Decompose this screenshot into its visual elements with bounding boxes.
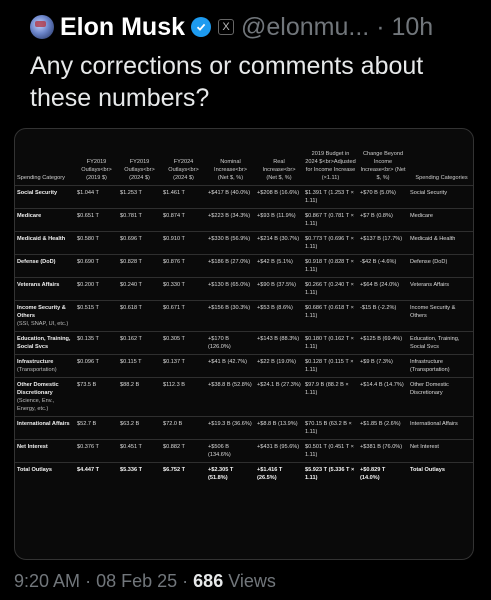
table-cell: +$70 B (5.0%) [358, 185, 408, 208]
table-cell: $52.7 B [75, 416, 118, 439]
table-cell: $0.330 T [161, 277, 206, 300]
row-category [15, 208, 75, 231]
column-header: FY2019 Outlays<br> (2019 $) [81, 158, 112, 181]
category-label: Veterans Affairs [17, 281, 60, 288]
table-cell: +$7 B (0.8%) [358, 208, 408, 231]
table-cell: Veterans Affairs [408, 277, 474, 300]
table-cell: $0.882 T [161, 439, 206, 462]
category-sublabel: (Transportation) [17, 366, 57, 373]
column-header: 2019 Budget in 2024 $<br>Adjusted for Income Increase (×1.11) [305, 150, 356, 181]
table-cell: +$2.305 T (51.8%) [206, 462, 255, 485]
table-cell: +$9 B (7.3%) [358, 354, 408, 377]
table-cell: Infrastructure (Transportation) [408, 354, 474, 377]
tweet-media-image[interactable] [14, 128, 474, 560]
table-cell: $0.180 T (0.162 T × 1.11) [303, 331, 358, 354]
table-cell: $0.918 T (0.828 T × 1.11) [303, 254, 358, 277]
table-cell: $6.752 T [161, 462, 206, 485]
table-cell: $0.200 T [75, 277, 118, 300]
footer-separator: · [85, 571, 92, 591]
table-cell: +$125 B (69.4%) [358, 331, 408, 354]
author-name[interactable]: Elon Musk [60, 12, 186, 41]
table-cell: +$19.3 B (36.6%) [206, 416, 255, 439]
table-cell: Medicare [408, 208, 474, 231]
table-cell: +$0.829 T (14.0%) [358, 462, 408, 485]
table-cell: $73.5 B [75, 377, 118, 416]
row-category [15, 231, 75, 254]
table-cell: Education, Training, Social Svcs [408, 331, 474, 354]
table-cell: +$143 B (88.3%) [255, 331, 303, 354]
table-cell: Medicaid & Health [408, 231, 474, 254]
category-label: Income Security & Others [17, 304, 66, 319]
table-cell: $0.874 T [161, 208, 206, 231]
row-category [15, 439, 75, 462]
verified-badge-icon [191, 17, 211, 37]
table-cell: -$15 B (-2.2%) [358, 300, 408, 331]
table-row [15, 208, 474, 231]
table-cell: $0.135 T [75, 331, 118, 354]
table-cell: $0.128 T (0.115 T × 1.11) [303, 354, 358, 377]
column-header: Spending Category [17, 174, 65, 181]
category-label: Medicare [17, 212, 42, 219]
table-cell: +$431 B (95.6%) [255, 439, 303, 462]
row-category [15, 277, 75, 300]
table-cell: $0.266 T (0.240 T × 1.11) [303, 277, 358, 300]
table-cell: Total Outlays [408, 462, 474, 485]
column-header: Spending Categories [415, 174, 468, 181]
table-cell: $0.240 T [118, 277, 161, 300]
row-category [15, 416, 75, 439]
table-cell: $1.044 T [75, 185, 118, 208]
views-count[interactable]: 686 [193, 571, 224, 591]
table-cell: +$156 B (30.3%) [206, 300, 255, 331]
category-label: Defense (DoD) [17, 258, 56, 265]
table-cell: -$42 B (-4.6%) [358, 254, 408, 277]
posted-date[interactable]: 08 Feb 25 [96, 571, 178, 591]
row-category [15, 462, 75, 485]
column-header: Change Beyond Income Increase<br> (Net $, %) [360, 150, 406, 181]
posted-time[interactable]: 9:20 AM [14, 571, 81, 591]
table-cell: Net Interest [408, 439, 474, 462]
table-row [15, 462, 474, 485]
table-cell: $0.501 T (0.451 T × 1.11) [303, 439, 358, 462]
views-label: Views [228, 571, 276, 591]
table-body [15, 185, 474, 485]
table-cell: $0.096 T [75, 354, 118, 377]
category-sublabel: (SSI, SNAP, UI, etc.) [17, 320, 69, 327]
table-cell: $0.162 T [118, 331, 161, 354]
table-cell: +$137 B (17.7%) [358, 231, 408, 254]
table-cell: $0.115 T [118, 354, 161, 377]
table-cell: $0.515 T [75, 300, 118, 331]
table-cell: $0.910 T [161, 231, 206, 254]
table-row [15, 277, 474, 300]
row-category [15, 185, 75, 208]
table-header-row [15, 129, 474, 185]
table-cell: +$417 B (40.0%) [206, 185, 255, 208]
author-handle[interactable] [241, 13, 433, 42]
category-label: Infrastructure [17, 358, 54, 365]
table-cell: +$214 B (30.7%) [255, 231, 303, 254]
table-cell: $97.9 B (88.2 B × 1.11) [303, 377, 358, 416]
table-cell: +$38.8 B (52.8%) [206, 377, 255, 416]
table-cell: $0.686 T (0.618 T × 1.11) [303, 300, 358, 331]
table-cell: $5.336 T [118, 462, 161, 485]
table-cell: Defense (DoD) [408, 254, 474, 277]
table-cell: +$506 B (134.6%) [206, 439, 255, 462]
table-row [15, 254, 474, 277]
table-cell: +$24.1 B (27.3%) [255, 377, 303, 416]
table-row [15, 416, 474, 439]
table-cell: +$170 B (126.0%) [206, 331, 255, 354]
table-cell: $0.305 T [161, 331, 206, 354]
table-cell: +$330 B (56.9%) [206, 231, 255, 254]
table-cell: +$130 B (65.0%) [206, 277, 255, 300]
category-label: International Affairs [17, 420, 70, 427]
x-logo-icon: X [218, 19, 234, 35]
table-cell: Social Security [408, 185, 474, 208]
table-cell: $112.3 B [161, 377, 206, 416]
table-cell: $4.447 T [75, 462, 118, 485]
budget-table [15, 129, 474, 485]
row-category [15, 331, 75, 354]
column-header: FY2019 Outlays<br> (2024 $) [124, 158, 155, 181]
table-cell: +$208 B (16.6%) [255, 185, 303, 208]
time-ago[interactable]: 10h [391, 12, 434, 41]
table-cell: +$1.85 B (2.6%) [358, 416, 408, 439]
table-cell: +$8.8 B (13.9%) [255, 416, 303, 439]
table-cell: $0.781 T [118, 208, 161, 231]
table-row [15, 185, 474, 208]
row-category [15, 300, 75, 331]
table-cell: $1.253 T [118, 185, 161, 208]
table-cell: +$53 B (8.6%) [255, 300, 303, 331]
table-cell: $72.0 B [161, 416, 206, 439]
handle-text: @elonmu... [241, 12, 370, 41]
tweet-header [30, 10, 490, 44]
table-row [15, 439, 474, 462]
table-cell: $0.651 T [75, 208, 118, 231]
table-cell: +$186 B (27.0%) [206, 254, 255, 277]
tweet-footer [14, 571, 276, 592]
table-row [15, 377, 474, 416]
table-cell: $0.580 T [75, 231, 118, 254]
table-cell: +$42 B (5.1%) [255, 254, 303, 277]
table-cell: +$1.416 T (26.5%) [255, 462, 303, 485]
author-avatar[interactable] [30, 15, 54, 39]
table-cell: $0.137 T [161, 354, 206, 377]
category-sublabel: (Science, Env., Energy, etc.) [17, 397, 55, 412]
footer-separator-2: · [182, 571, 189, 591]
category-label: Other Domestic Discretionary [17, 381, 59, 396]
table-row [15, 331, 474, 354]
table-cell: +$93 B (11.9%) [255, 208, 303, 231]
column-header: FY2024 Outlays<br> (2024 $) [168, 158, 199, 181]
table-cell: Other Domestic Discretionary [408, 377, 474, 416]
category-label: Education, Training, Social Svcs [17, 335, 71, 350]
table-cell: Income Security & Others [408, 300, 474, 331]
table-cell: +$90 B (37.5%) [255, 277, 303, 300]
table-row [15, 231, 474, 254]
row-category [15, 354, 75, 377]
table-cell: +$41 B (42.7%) [206, 354, 255, 377]
table-cell: $0.696 T [118, 231, 161, 254]
category-label: Net Interest [17, 443, 48, 450]
category-label: Total Outlays [17, 466, 53, 473]
table-cell: +$14.4 B (14.7%) [358, 377, 408, 416]
table-cell: $0.867 T (0.781 T × 1.11) [303, 208, 358, 231]
table-cell: $70.15 B (63.2 B × 1.11) [303, 416, 358, 439]
table-cell: $0.618 T [118, 300, 161, 331]
table-cell: $0.376 T [75, 439, 118, 462]
table-cell: $63.2 B [118, 416, 161, 439]
table-cell: $88.2 B [118, 377, 161, 416]
column-header: Real Increase<br> (Net $, %) [262, 158, 296, 181]
table-cell: $0.690 T [75, 254, 118, 277]
table-cell: +$223 B (34.3%) [206, 208, 255, 231]
table-cell: +$381 B (76.0%) [358, 439, 408, 462]
table-row [15, 354, 474, 377]
table-cell: $0.773 T (0.696 T × 1.11) [303, 231, 358, 254]
table-cell: $1.461 T [161, 185, 206, 208]
category-label: Medicaid & Health [17, 235, 66, 242]
table-cell: International Affairs [408, 416, 474, 439]
table-row [15, 300, 474, 331]
table-cell: +$22 B (19.0%) [255, 354, 303, 377]
column-header: Nominal Increase<br> (Net $, %) [214, 158, 247, 181]
row-category [15, 377, 75, 416]
table-cell: $0.451 T [118, 439, 161, 462]
table-cell: $0.876 T [161, 254, 206, 277]
category-label: Social Security [17, 189, 58, 196]
table-cell: $0.828 T [118, 254, 161, 277]
table-cell: $5.923 T (5.336 T × 1.11) [303, 462, 358, 485]
tweet-text: Any corrections or comments about these numbers? [30, 52, 424, 112]
table-cell: $0.671 T [161, 300, 206, 331]
separator: · [376, 12, 385, 41]
row-category [15, 254, 75, 277]
table-cell: $1.391 T (1.253 T × 1.11) [303, 185, 358, 208]
table-cell: +$64 B (24.0%) [358, 277, 408, 300]
